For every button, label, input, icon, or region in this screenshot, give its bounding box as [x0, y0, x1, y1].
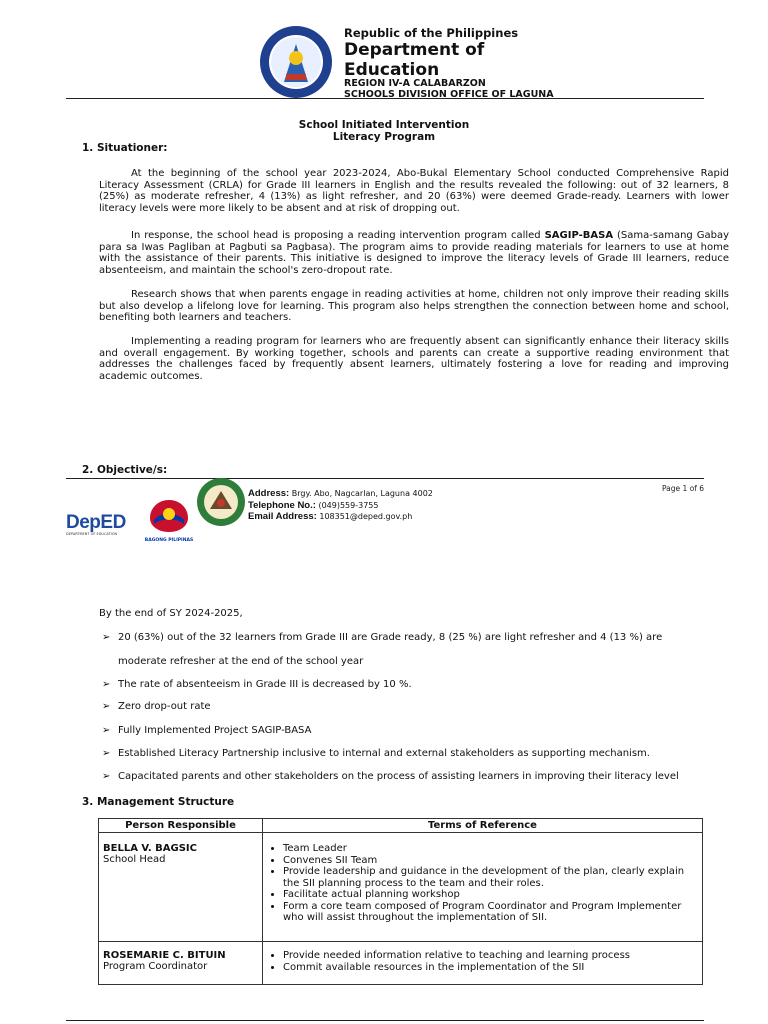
arrow-bullet-icon: ➢ [102, 725, 111, 736]
objective-text: 20 (63%) out of the 32 learners from Grade III are Grade ready, 8 (25 %) are light refresher and 4 (13 %) are [118, 632, 663, 643]
list-item: • Provide leadership and guidance in the development of the plan, clearly explain the SII planning process to the team and their roles. [283, 866, 698, 889]
page-number: Page 1 of 6 [662, 484, 705, 493]
person-role: School Head [103, 854, 166, 865]
list-item: • Form a core team composed of Program Coordinator and Program Implementer who will assist throughout the implementation of SII. [283, 901, 698, 924]
objective-text: moderate refresher at the end of the school year [118, 656, 364, 667]
arrow-bullet-icon: ➢ [102, 679, 111, 690]
p2-text: In response, the school head is proposing a reading intervention program called [131, 230, 545, 241]
person-name: ROSEMARIE C. BITUIN [103, 950, 226, 961]
terms-cell [263, 833, 703, 942]
situationer-paragraph-4: Implementing a reading program for learners who are frequently absent can significantly enhance their literacy skills and overall engagement. By working together, schools and parents can create a supportive reading environment that addresses the challenges faced by frequently absent learners, ultimately fostering a love for reading and improving academic outcomes. [99, 336, 729, 382]
terms-list [267, 950, 698, 973]
table-row [99, 833, 703, 942]
phone-value: (049)559-3755 [318, 501, 379, 510]
objective-text: Established Literacy Partnership inclusive to internal and external stakeholders as supporting mechanism. [118, 748, 650, 759]
management-table [98, 818, 703, 985]
list-item: • Provide needed information relative to teaching and learning process [283, 950, 698, 962]
objective-text: The rate of absenteeism in Grade III is decreased by 10 %. [118, 679, 412, 690]
header-division: SCHOOLS DIVISION OFFICE OF LAGUNA [344, 89, 554, 99]
deped-logo-sub: DEPARTMENT OF EDUCATION [66, 532, 118, 536]
address-label: Address: [248, 488, 290, 499]
objective-text: Zero drop-out rate [118, 701, 211, 712]
situationer-paragraph-2 [99, 230, 729, 276]
deped-logo [66, 512, 126, 536]
table-header-row [99, 819, 703, 833]
person-role: Program Coordinator [103, 961, 208, 972]
header-region: REGION IV-A CALABARZON [344, 78, 486, 89]
person-cell [99, 942, 263, 985]
arrow-bullet-icon: ➢ [102, 632, 111, 643]
deped-seal [256, 24, 336, 100]
p2-text-cont: (Sama-samang Gabay para sa Iwas Pagliban at Pagbuti sa Pagbasa). The program aims to provide reading materials for learners to use at home with the assistance of their parents. This initiative is designed to improve the literacy levels of Grade III learners, reduce absenteeism, and maintain the school's zero-dropout rate. [99, 230, 730, 276]
arrow-bullet-icon: ➢ [102, 701, 111, 712]
address-value: Brgy. Abo, Nagcarlan, Laguna 4002 [291, 489, 433, 498]
objectives-heading: 2. Objective/s: [82, 464, 168, 476]
terms-cell [263, 942, 703, 985]
phone-label: Telephone No.: [248, 500, 316, 511]
header-department: Department of Education [344, 40, 485, 80]
col-person: Person Responsible [99, 819, 263, 833]
footer-divider [66, 478, 704, 479]
bottom-divider [66, 1020, 704, 1021]
list-item: • Convenes SII Team [283, 855, 698, 867]
bagong-pilipinas-logo [144, 498, 194, 544]
arrow-bullet-icon: ➢ [102, 771, 111, 782]
deped-logo-text: DepED [66, 512, 126, 533]
email-value: 108351@deped.gov.ph [319, 512, 413, 521]
doc-subtitle: Literacy Program [332, 131, 436, 143]
header-republic: Republic of the Philippines [344, 26, 519, 40]
management-heading: 3. Management Structure [82, 796, 235, 808]
list-item: • Team Leader [283, 843, 698, 855]
footer-address-line [248, 488, 433, 500]
table-row [99, 942, 703, 985]
objective-text: Fully Implemented Project SAGIP-BASA [118, 725, 312, 736]
email-label: Email Address: [248, 511, 317, 522]
bagong-pilipinas-text: BAGONG PILIPINAS [144, 538, 194, 543]
person-name: BELLA V. BAGSIC [103, 843, 197, 854]
terms-list [267, 843, 698, 924]
objective-text: Capacitated parents and other stakeholders on the process of assisting learners in improving their literacy level [118, 771, 679, 782]
footer-email-line [248, 511, 412, 523]
col-terms: Terms of Reference [263, 819, 703, 833]
objectives-intro: By the end of SY 2024-2025, [99, 608, 243, 619]
header-divider [66, 98, 704, 99]
arrow-bullet-icon: ➢ [102, 748, 111, 759]
person-cell [99, 833, 263, 942]
program-name: SAGIP-BASA [544, 230, 614, 241]
list-item: • Commit available resources in the implementation of the SII [283, 962, 698, 974]
situationer-paragraph-1: At the beginning of the school year 2023-2024, Abo-Bukal Elementary School conducted Comprehensive Rapid Literacy Assessment (CRLA) for Grade III learners in English and the results revealed the following: out of 32 learners, 8 (25%) as moderate refresher, 4 (13%) as light refresher, and 20 (63%) were deemed Grade-ready. Learners with lower literacy levels were more likely to be absent and at risk of dropping out. [99, 168, 729, 214]
list-item: • Facilitate actual planning workshop [283, 889, 698, 901]
situationer-heading: 1. Situationer: [82, 142, 168, 154]
school-seal [196, 477, 246, 527]
situationer-paragraph-3: Research shows that when parents engage in reading activities at home, children not only improve their reading skills but also develop a lifelong love for learning. This program also helps strengthen the connection between home and school, benefiting both learners and teachers. [99, 289, 729, 324]
doc-title: School Initiated Intervention [298, 119, 470, 131]
